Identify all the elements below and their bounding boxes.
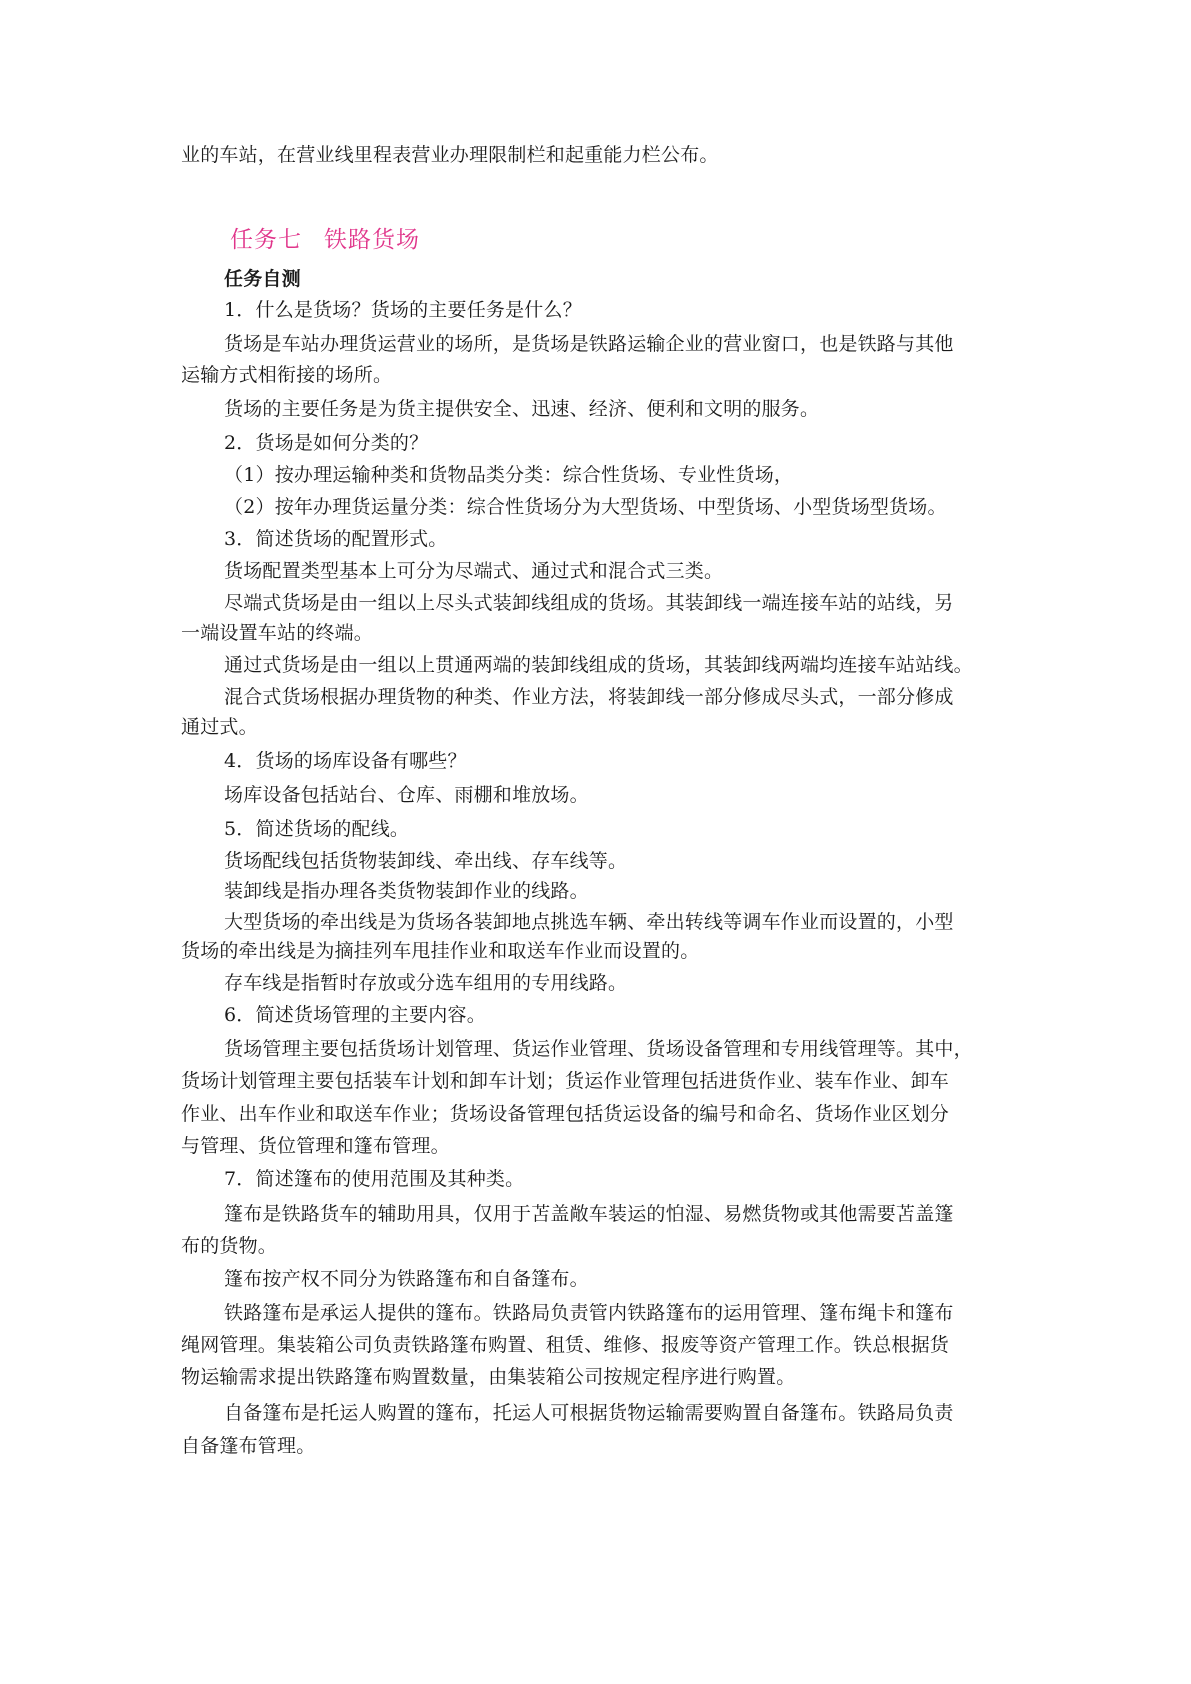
- paragraph-line: 作业、出车作业和取送车作业；货场设备管理包括货运设备的编号和命名、货场作业区划分: [181, 1103, 950, 1125]
- paragraph-line: 货场的主要任务是为货主提供安全、迅速、经济、便利和文明的服务。: [224, 398, 820, 420]
- paragraph-line: 物运输需求提出铁路篷布购置数量，由集装箱公司按规定程序进行购置。: [181, 1366, 796, 1388]
- paragraph-line: 布的货物。: [181, 1235, 278, 1257]
- paragraph-line: 场库设备包括站台、仓库、雨棚和堆放场。: [224, 784, 589, 806]
- question-line: 1．什么是货场？货场的主要任务是什么？: [224, 299, 582, 321]
- question-line: 2．货场是如何分类的？: [224, 432, 429, 454]
- paragraph-line: 运输方式相衔接的场所。: [181, 364, 393, 386]
- question-line: 3．简述货场的配置形式。: [224, 528, 448, 550]
- paragraph-line: 货场的牵出线是为摘挂列车甩挂作业和取送车作业而设置的。: [181, 940, 700, 962]
- question-line: 6．简述货场管理的主要内容。: [224, 1004, 486, 1026]
- paragraph-line: 混合式货场根据办理货物的种类、作业方法，将装卸线一部分修成尽头式，一部分修成: [224, 686, 954, 708]
- lead-line: 业的车站，在营业线里程表营业办理限制栏和起重能力栏公布。: [181, 144, 719, 166]
- paragraph-line: 货场配线包括货物装卸线、牵出线、存车线等。: [224, 850, 628, 872]
- paragraph-line: 通过式货场是由一组以上贯通两端的装卸线组成的货场，其装卸线两端均连接车站站线。: [224, 654, 973, 676]
- paragraph-line: 货场是车站办理货运营业的场所，是货场是铁路运输企业的营业窗口，也是铁路与其他: [224, 333, 954, 355]
- paragraph-line: 篷布是铁路货车的辅助用具，仅用于苫盖敞车装运的怕湿、易燃货物或其他需要苫盖篷: [224, 1203, 954, 1225]
- paragraph-line: 大型货场的牵出线是为货场各装卸地点挑选车辆、牵出转线等调车作业而设置的，小型: [224, 911, 954, 933]
- paragraph-line: 装卸线是指办理各类货物装卸作业的线路。: [224, 880, 589, 902]
- section-number: 任务七: [230, 227, 302, 253]
- paragraph-line: （1）按办理运输种类和货物品类分类：综合性货场、专业性货场，: [224, 464, 794, 486]
- question-line: 7．简述篷布的使用范围及其种类。: [224, 1168, 525, 1190]
- section-heading: [230, 224, 420, 256]
- paragraph-line: （2）按年办理货运量分类：综合性货场分为大型货场、中型货场、小型货场型货场。: [224, 496, 947, 518]
- paragraph-line: 通过式。: [181, 716, 258, 738]
- paragraph-line: 货场计划管理主要包括装车计划和卸车计划；货运作业管理包括进货作业、装车作业、卸车: [181, 1070, 950, 1092]
- question-line: 4．货场的场库设备有哪些？: [224, 750, 467, 772]
- paragraph-line: 与管理、货位管理和篷布管理。: [181, 1135, 450, 1157]
- question-line: 5．简述货场的配线。: [224, 818, 410, 840]
- paragraph-line: 绳网管理。集装箱公司负责铁路篷布购置、租赁、维修、报废等资产管理工作。铁总根据货: [181, 1334, 950, 1356]
- paragraph-line: 货场管理主要包括货场计划管理、货运作业管理、货场设备管理和专用线管理等。其中，: [224, 1038, 973, 1060]
- subheading: 任务自测: [224, 268, 301, 290]
- paragraph-line: 尽端式货场是由一组以上尽头式装卸线组成的货场。其装卸线一端连接车站的站线，另: [224, 592, 954, 614]
- paragraph-line: 自备篷布是托运人购置的篷布，托运人可根据货物运输需要购置自备篷布。铁路局负责: [224, 1402, 954, 1424]
- paragraph-line: 货场配置类型基本上可分为尽端式、通过式和混合式三类。: [224, 560, 724, 582]
- paragraph-line: 篷布按产权不同分为铁路篷布和自备篷布。: [224, 1268, 589, 1290]
- paragraph-line: 铁路篷布是承运人提供的篷布。铁路局负责管内铁路篷布的运用管理、篷布绳卡和篷布: [224, 1302, 954, 1324]
- paragraph-line: 存车线是指暂时存放或分选车组用的专用线路。: [224, 972, 628, 994]
- paragraph-line: 一端设置车站的终端。: [181, 622, 374, 644]
- section-title: 铁路货场: [324, 227, 420, 253]
- paragraph-line: 自备篷布管理。: [181, 1435, 316, 1457]
